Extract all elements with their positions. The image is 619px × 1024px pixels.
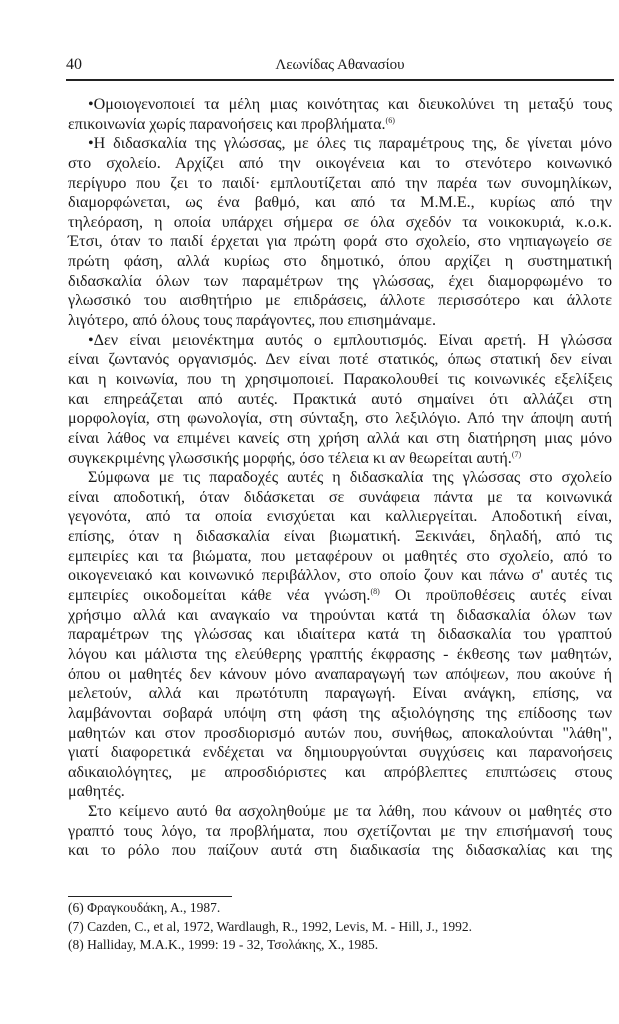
text-line bbox=[68, 115, 612, 135]
line-text: •Η διδασκαλία της γλώσσας, με όλες τις παραμέτρους της, δε γίνεται μόνο bbox=[88, 135, 612, 153]
line-text: γλωσσικό του αισθητήριο με επιδράσεις, άλλοτε περισσότερο και άλλοτε bbox=[68, 292, 612, 310]
line-text: και επηρεάζεται από αυτές. Πρακτικά αυτό σημαίνει ότι αλλάζει στη bbox=[68, 390, 612, 408]
line-text: •Ομοιογενοποιεί τα μέλη μιας κοινότητας και διευκολύνει τη μεταξύ τους bbox=[88, 96, 612, 113]
text-line bbox=[68, 841, 612, 861]
text-line bbox=[68, 625, 612, 645]
text-line bbox=[68, 645, 612, 665]
line-text: μελετούν, αλλά και πρωτότυπη παραγωγή. Είναι ανάγκη, επίσης, να bbox=[68, 685, 612, 703]
text-line bbox=[68, 390, 612, 410]
footnote-marker: (6) bbox=[385, 115, 395, 125]
text-line bbox=[68, 429, 612, 449]
text-line bbox=[68, 468, 612, 488]
text-line bbox=[68, 606, 612, 626]
text-line bbox=[68, 331, 612, 351]
line-text: διαμορφώνεται, ως ένα βαθμό, και από τα Μ.Μ.Ε., κυρίως από την bbox=[68, 194, 612, 212]
line-text: και η κοινωνία, που τη χρησιμοποιεί. Παρακολουθεί τις κοινωνικές εξελίξεις bbox=[68, 370, 612, 388]
text-line bbox=[68, 743, 612, 763]
text-line bbox=[68, 566, 612, 586]
page-number: 40 bbox=[66, 56, 82, 73]
line-text: είναι λάθος να επιμένει κανείς στη χρήση αλλά και στη διατήρηση μιας μόνο bbox=[68, 429, 612, 447]
line-text: μαθητές. bbox=[68, 783, 125, 801]
line-text: είναι ζωντανός οργανισμός. Δεν είναι ποτέ στατικός, όπως στατική δεν είναι bbox=[68, 351, 612, 369]
text-line bbox=[68, 95, 612, 115]
line-text: Οι προϋποθέσεις αυτές είναι bbox=[379, 587, 613, 605]
text-line bbox=[68, 547, 612, 567]
text-line bbox=[68, 154, 612, 174]
footnote-marker: (7) bbox=[511, 449, 522, 459]
line-text: εμπειρίες και τα βιώματα, που μεταφέρουν οι μαθητές στο σχολείο, από το bbox=[68, 547, 612, 565]
text-line bbox=[68, 350, 612, 370]
line-text: τηλεόραση, η οποία υπάρχει σήμερα σε όλα σχεδόν τα νοικοκυριά, κ.ο.κ. bbox=[68, 213, 612, 231]
line-text: γραπτό τους λόγο, τα προβλήματα, που σχετίζονται με την επισήμανσή τους bbox=[68, 822, 612, 840]
line-text: γιατί διαφορετικά ενδέχεται να δημιουργούνται συγχύσεις και παρανοήσεις bbox=[68, 744, 612, 762]
text-line bbox=[68, 527, 612, 547]
text-line bbox=[68, 134, 612, 154]
line-text: αδικαιολόγητες, με απροσδιόριστες και απρόβλεπτες επιπτώσεις στους bbox=[68, 763, 612, 781]
text-line bbox=[68, 174, 612, 194]
line-text: εμπειρίες οικοδομείται κάθε νέα γνώση. bbox=[68, 587, 371, 605]
paragraph bbox=[68, 95, 612, 134]
line-text: διδασκαλία όλων των παραμέτρων της γλώσσας, έχει διαμορφωμένο το bbox=[68, 272, 612, 290]
text-line bbox=[68, 507, 612, 527]
text-line bbox=[68, 193, 612, 213]
paragraph bbox=[68, 468, 612, 802]
line-text: πρώτη φάση, αλλά κυρίως στο δημοτικό, όπου αρχίζει η συστηματική bbox=[68, 253, 612, 271]
line-text: περίγυρο που ζει το παιδί· εμπλουτίζεται από την παρέα των συνομηλίκων, bbox=[68, 174, 612, 192]
line-text: όπου οι μαθητές δεν κάνουν μόνο αναπαραγωγή των απόψεων, που ακούνε ή bbox=[68, 665, 612, 683]
text-line bbox=[68, 232, 612, 252]
running-header bbox=[66, 56, 614, 78]
text-line bbox=[68, 409, 612, 429]
text-line bbox=[68, 370, 612, 390]
paragraph bbox=[68, 802, 612, 861]
line-text: μαθητών και στον προσδιορισμό αυτών που, συνήθως, αποκαλούνται "λάθη", bbox=[68, 724, 612, 742]
text-line bbox=[68, 704, 612, 724]
line-text: λόγου και μάλιστα της ελεύθερης γραπτής έκφρασης - έκθεσης των μαθητών, bbox=[68, 645, 612, 663]
paragraph bbox=[68, 134, 612, 330]
footnote-7: (7) Cazden, C., et al, 1972, Wardlaugh, R., 1992, Levis, M. - Hill, J., 1992. bbox=[68, 918, 472, 934]
running-title: Λεωνίδας Αθανασίου bbox=[275, 57, 405, 73]
text-line bbox=[68, 272, 612, 292]
line-text: λαμβάνονται σοβαρά υπόψη στη φάση της αξιολόγησης της επίδοσης των bbox=[68, 704, 612, 722]
text-line bbox=[68, 763, 612, 783]
text-line bbox=[68, 586, 612, 606]
line-text: είναι αποδοτική, όταν διδάσκεται σε συνάφεια πάντα με τα κοινωνικά bbox=[68, 488, 612, 506]
footnote-8: (8) Halliday, M.A.K., 1999: 19 - 32, Τσολάκης, Χ., 1985. bbox=[68, 937, 379, 952]
text-line bbox=[68, 213, 612, 233]
paragraph bbox=[68, 331, 612, 468]
line-text: Έτσι, όταν το παιδί έρχεται για πρώτη φορά στο σχολείο, στο νηπιαγωγείο σε bbox=[68, 233, 612, 251]
line-text: μορφολογία, στη φωνολογία, στη σύνταξη, στο λεξιλόγιο. Από την άποψη αυτή bbox=[68, 410, 612, 428]
text-line bbox=[68, 311, 612, 331]
line-text: γεγονότα, από τα οποία ενισχύεται και καλλιεργείται. Αποδοτική είναι, bbox=[68, 508, 612, 526]
text-line bbox=[68, 782, 612, 802]
line-text: Σύμφωνα με τις παραδοχές αυτές η διδασκαλία της γλώσσας στο σχολείο bbox=[88, 469, 612, 487]
header-rule bbox=[66, 79, 614, 81]
footnotes bbox=[68, 899, 612, 955]
text-line bbox=[68, 684, 612, 704]
line-text: παραμέτρων της γλώσσας και ιδιαίτερα κατά τη διδασκαλία του γραπτού bbox=[68, 626, 612, 644]
footnote-rule bbox=[68, 896, 232, 897]
text-line bbox=[68, 449, 612, 469]
text-line bbox=[68, 802, 612, 822]
line-text: λιγότερο, από όλους τους παράγοντες, που επισημάναμε. bbox=[68, 312, 436, 330]
line-text: επίσης, όταν η διδασκαλία είναι βιωματική. Ξεκινάει, δηλαδή, από τις bbox=[68, 528, 612, 546]
line-text: στο σχολείο. Αρχίζει από την οικογένεια και το στενότερο κοινωνικό bbox=[68, 154, 612, 172]
footnote-6: (6) Φραγκουδάκη, Α., 1987. bbox=[68, 900, 221, 915]
text-line bbox=[68, 665, 612, 685]
line-text: συγκεκριμένης γλωσσικής μορφής, όσο τέλεια κι αν θεωρείται αυτή. bbox=[68, 449, 512, 467]
line-text: επικοινωνία χωρίς παρανοήσεις και προβλήματα. bbox=[68, 115, 386, 133]
line-text: χρήσιμο αλλά και αναγκαίο να τηρούνται κατά τη διδασκαλία όλων των bbox=[68, 606, 612, 624]
body-text bbox=[68, 95, 612, 861]
line-text: και το ρόλο που παίζουν αυτά στη διαδικασία της διδασκαλίας και της bbox=[68, 842, 612, 860]
text-line bbox=[68, 822, 612, 842]
footnote-marker: (8) bbox=[370, 587, 380, 597]
line-text: οικογενειακό και κοινωνικό περιβάλλον, στο οποίο ζουν και πάνω σ' αυτές τις bbox=[68, 567, 612, 585]
text-line bbox=[68, 252, 612, 272]
text-line bbox=[68, 724, 612, 744]
text-line bbox=[68, 291, 612, 311]
line-text: Στο κείμενο αυτό θα ασχοληθούμε με τα λάθη, που κάνουν οι μαθητές στο bbox=[88, 803, 612, 821]
line-text: •Δεν είναι μειονέκτημα αυτός ο εμπλουτισμός. Είναι αρετή. Η γλώσσα bbox=[88, 331, 612, 349]
text-line bbox=[68, 488, 612, 508]
